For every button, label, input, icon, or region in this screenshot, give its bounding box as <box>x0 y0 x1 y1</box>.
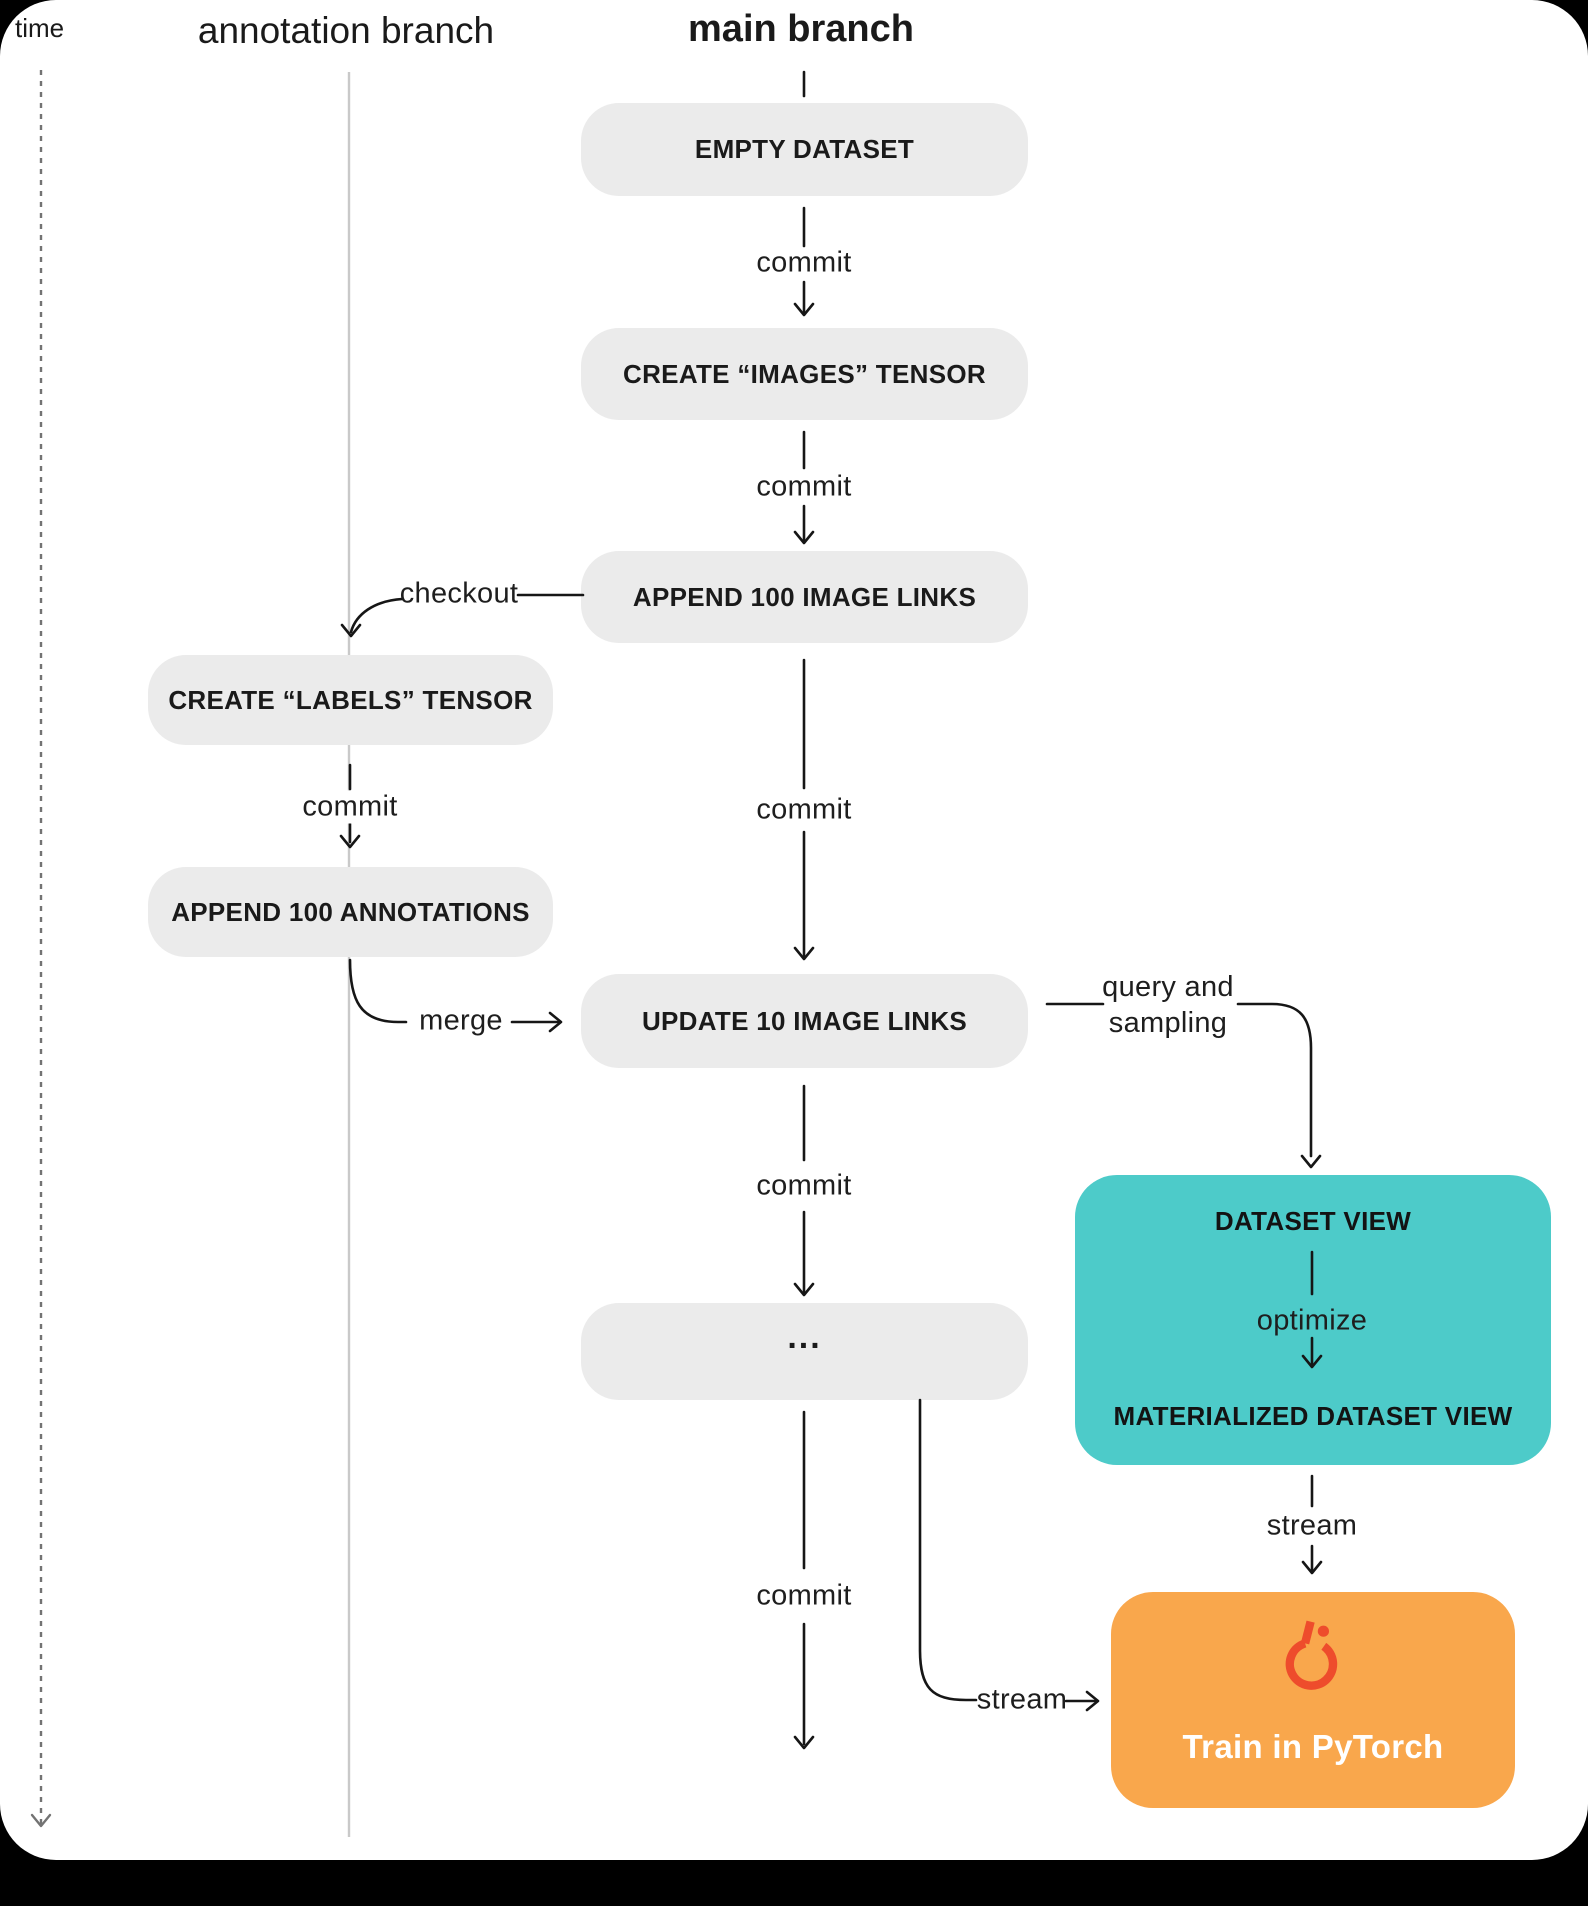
node-create-labels-tensor-label: CREATE “LABELS” TENSOR <box>168 684 533 715</box>
node-append-annotations <box>148 867 553 957</box>
edge-label-commit-annotation: commit <box>296 791 403 824</box>
edge-label-commit-3: commit <box>756 793 852 826</box>
node-create-images-tensor <box>581 328 1028 420</box>
arrowhead-down-icon <box>795 948 813 959</box>
arrowhead-down-icon <box>795 304 813 315</box>
node-create-labels-tensor <box>148 655 553 745</box>
node-empty-dataset <box>581 103 1028 196</box>
edge-label-commit-5: commit <box>756 1579 852 1612</box>
dataset-view-title: DATASET VIEW <box>1214 1206 1412 1236</box>
edge-label-commit-4: commit <box>756 1169 852 1202</box>
node-ellipsis <box>581 1303 1028 1400</box>
node-train-in-pytorch <box>1111 1592 1515 1808</box>
node-append-image-links-label: APPEND 100 IMAGE LINKS <box>632 581 977 612</box>
annotation-branch-header: annotation branch <box>197 10 495 51</box>
edge-label-merge: merge <box>419 1004 503 1037</box>
edge-stream-curved <box>920 1400 1098 1710</box>
edge-label-stream-2: stream <box>976 1683 1068 1716</box>
time-axis-line <box>32 70 50 1826</box>
node-ellipsis-label: ... <box>787 1317 822 1356</box>
arrowhead-right-icon <box>1087 1692 1098 1710</box>
pytorch-flame-icon <box>1273 1616 1353 1696</box>
train-in-pytorch-label: Train in PyTorch <box>1182 1728 1444 1765</box>
edge-label-stream-1: stream <box>1266 1509 1358 1542</box>
edge-label-commit-1: commit <box>756 246 852 279</box>
edge-label-checkout: checkout <box>399 577 519 610</box>
edge-label-query-line2: sampling <box>1108 1007 1228 1039</box>
node-create-images-tensor-label: CREATE “IMAGES” TENSOR <box>623 358 986 389</box>
arrowhead-down-icon <box>795 1737 813 1748</box>
materialized-dataset-view-title: MATERIALIZED DATASET VIEW <box>1113 1401 1513 1431</box>
edge-label-query-and-sampling <box>1102 969 1234 1041</box>
time-axis-arrowhead-icon <box>32 1815 50 1826</box>
arrowhead-down-icon <box>342 625 360 636</box>
arrowhead-down-icon <box>1302 1156 1320 1167</box>
main-branch-header: main branch <box>688 8 914 50</box>
node-update-image-links <box>581 974 1028 1068</box>
node-update-image-links-label: UPDATE 10 IMAGE LINKS <box>641 1005 968 1036</box>
node-append-annotations-label: APPEND 100 ANNOTATIONS <box>171 896 530 927</box>
time-axis-label: time <box>15 13 65 43</box>
arrowhead-down-icon <box>795 532 813 543</box>
node-empty-dataset-label: EMPTY DATASET <box>694 134 915 164</box>
edge-label-query-line1: query and <box>1102 971 1234 1003</box>
arrowhead-down-icon <box>1303 1562 1321 1573</box>
arrowhead-down-icon <box>795 1284 813 1295</box>
arrowhead-right-icon <box>550 1013 561 1031</box>
edge-label-commit-2: commit <box>756 470 852 503</box>
arrowhead-down-icon <box>341 836 359 847</box>
edge-label-optimize: optimize <box>1256 1304 1368 1337</box>
node-append-image-links <box>581 551 1028 643</box>
